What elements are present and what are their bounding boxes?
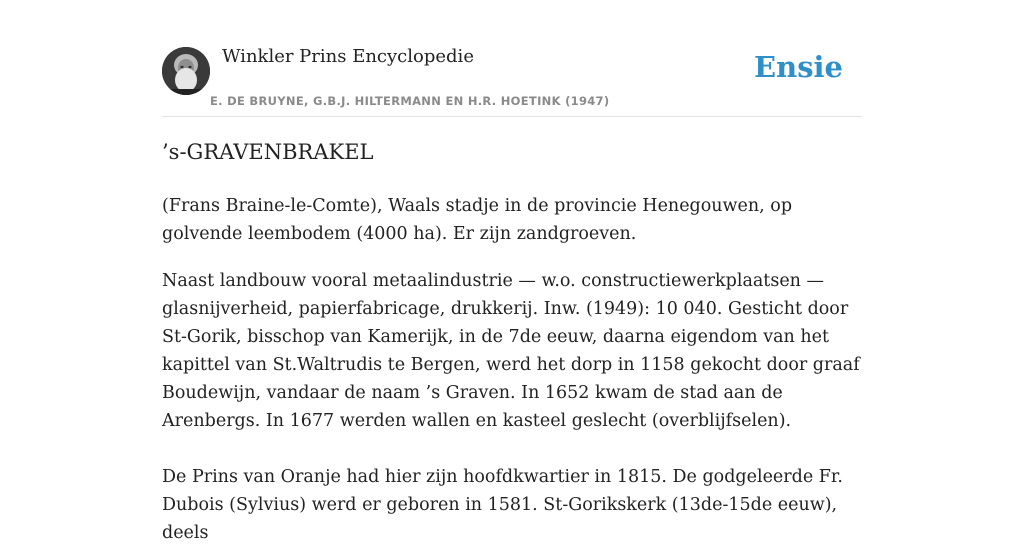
- authors-byline: E. DE BRUYNE, G.B.J. HILTERMANN EN H.R. HOETINK (1947): [210, 94, 610, 108]
- paragraph-2: Naast landbouw vooral metaalindustrie — w.o. constructiewerkplaatsen — glasnijverheid, papierfabricage, drukkerij. Inw. (1949): 10 040. Gesticht door St-Gorik, bisschop van Kamerijk, in de 7de eeuw, daarna eigendom van het kapittel van St.Waltrudis te Bergen, werd het dorp in 1158 gekocht door graaf Boudewijn, vandaar de naam ’s Graven. In 1652 kwam de stad aan de Arenbergs. In 1677 werden wallen en kasteel geslecht (overblijfselen).: [162, 271, 860, 431]
- paragraph-3: De Prins van Oranje had hier zijn hoofdkwartier in 1815. De godgeleerde Fr. Dubois (Sylvius) werd er geboren in 1581. St-Gorikskerk (13de-15de eeuw), deels: [162, 467, 843, 543]
- entry-title: ’s-GRAVENBRAKEL: [162, 140, 374, 164]
- paragraph-1: (Frans Braine-le-Comte), Waals stadje in de provincie Henegouwen, op golvende leembodem (4000 ha). Er zijn zandgroeven.: [162, 196, 793, 244]
- ensie-logo[interactable]: Ensie: [754, 50, 843, 84]
- site-header: [162, 0, 862, 117]
- site-title[interactable]: Winkler Prins Encyclopedie: [222, 46, 474, 67]
- portrait-avatar-icon: [162, 47, 210, 95]
- page-container: [162, 0, 862, 543]
- author-avatar[interactable]: [162, 47, 210, 95]
